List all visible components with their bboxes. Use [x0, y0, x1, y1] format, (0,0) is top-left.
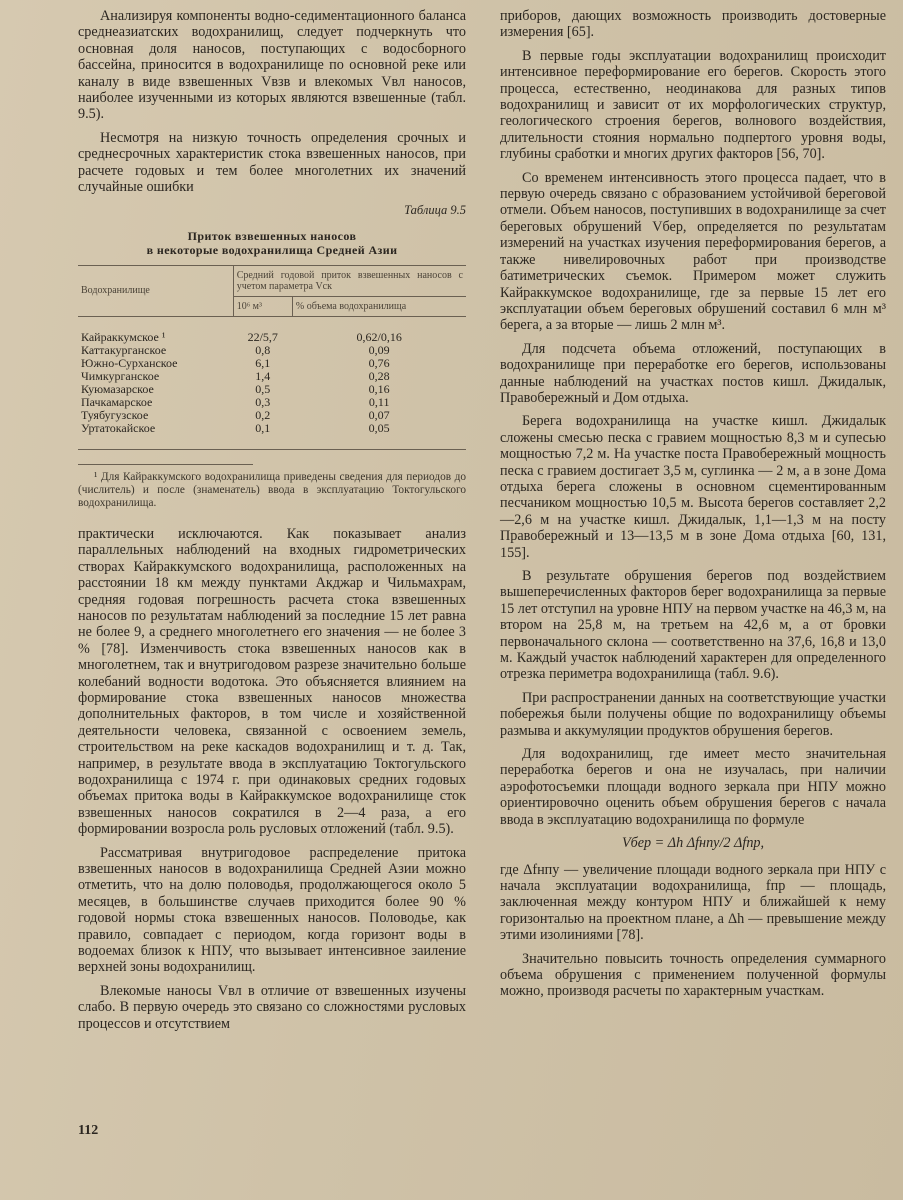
volume-value: 0,5 [255, 381, 271, 396]
paragraph: Для водохранилищ, где имеет место значительная переработка берегов и она не изучалась, при наличии аэрофотосъемки площади водного зеркала при НПУ можно ориентировочно оценить объем обрушения берегов с начала ввода в эксплуатацию водохранилища по формуле [500, 746, 886, 828]
table-title-line1: Приток взвешенных наносов [187, 228, 357, 243]
percent-value: 0,28 [368, 368, 390, 383]
formula: Vбер = Δh Δfнпу/2 Δfпр, [621, 835, 765, 852]
right-column [500, 8, 886, 1007]
paragraph: Значительно повысить точность определения суммарного объема обрушения с применением полученной формулы можно, производя расчеты по характерным участкам. [500, 950, 886, 1000]
volume-value: 0,3 [255, 394, 271, 409]
percent-value: 0,09 [368, 342, 390, 357]
reservoir-name: Кайраккумское ¹ [81, 329, 166, 344]
table-title-line2: в некоторые водохранилища Средней Азии [146, 242, 398, 257]
left-column [78, 8, 466, 1039]
formula-explanation: где Δfнпу — увеличение площади водного зеркала при НПУ с начала эксплуатации водохранилища, fпр — площадь, заключенная между контуром НПУ и ближайшей к нему горизонталью на проектном плане, а Δh — превышение между этими изолиниями [78]. [500, 861, 886, 944]
col-percent-header: % объема водохранилища [292, 296, 466, 316]
paragraph: Со временем интенсивность этого процесса падает, что в первую очередь связано с образованием устойчивой береговой отмели. Объем наносов, поступивших в водохранилище за счет береговых обрушений Vбер, определяется по результатам измерений на участках изучения переформирования берегов, а также нивелировочных работ при производстве батиметрических съемок. Примером может служить Кайраккумское водохранилище, где за первые 15 лет его эксплуатации объем береговых обрушений составил 6 млн м³ берега, а за вторые — лишь 2 млн м³. [500, 169, 886, 334]
volume-value: 22/5,7 [247, 329, 278, 344]
paragraph: В первые годы эксплуатации водохранилищ происходит интенсивное переформирование его берегов. Скорость этого процесса, естественно, неодинакова для разных типов водохранилищ и зависит от их морфологических структур, геологического строения берегов, волнового воздействия, длительности стояния нормально подпертого уровня воды, глубины сработки и многих других факторов [56, 70]. [500, 47, 886, 163]
percent-value: 0,62/0,16 [356, 329, 402, 344]
reservoir-name: Пачкамарское [81, 394, 153, 409]
paragraph: Влекомые наносы Vвл в отличие от взвешенных изучены слабо. В первую очередь это связано со сложностями русловых процессов и отсутствием [78, 982, 466, 1032]
paragraph: практически исключаются. Как показывает анализ параллельных наблюдений на входных гидрометрических створах Кайраккумского водохранилища, расположенных на расстоянии 18 км между пунктами Акджар и Чильмахрам, средняя годовая погрешность расчета стока взвешенных наносов по результатам наблюдений за последние 15 лет равна не более 9, а среднего многолетнего его значения — не более 3 % [78]. Изменчивость стока взвешенных наносов как в многолетнем, так и внутригодовом разрезе значительно больше колебаний водности водотока. Это объясняется влиянием на формирование стока взвешенных наносов множества дополнительных факторов, в том числе и хозяйственной деятельности человека, связанной с освоением земель, строительством на реке каскадов водохранилищ и т. д. Так, например, в результате ввода в эксплуатацию Токтогульского водохранилища с 1974 г. при одинаковых средних годовых объемах притока воды в Кайраккумское водохранилище сток взвешенных наносов сократился в 2—4 раза, а его формировании возросла роль русловых отложений (табл. 9.5). [78, 525, 466, 838]
percent-value: 0,07 [368, 407, 390, 422]
table-row [78, 422, 466, 450]
table-footnote: ¹ Для Кайраккумского водохранилища приведены сведения для периодов до (числитель) и после (знаменатель) ввода в эксплуатацию Токтогульского водохранилища. [78, 470, 466, 509]
table-row [78, 383, 466, 396]
percent-value: 0,76 [368, 355, 390, 370]
col-reservoir-header: Водохранилище [78, 265, 233, 316]
reservoir-name: Куюмазарское [81, 381, 154, 396]
paragraph: Анализируя компоненты водно-седиментационного баланса среднеазиатских водохранилищ, следует подчеркнуть что основная доля наносов, поступающих с водосборного бассейна, приносится в водохранилище по основной реке или каналу в виде взвешенных Vвзв и влекомых Vвл наносов, наиболее изученными из которых являются взвешенные (табл. 9.5). [78, 8, 466, 123]
reservoir-name: Туябугузское [81, 407, 149, 422]
percent-value: 0,05 [292, 422, 466, 450]
col-group-header: Средний годовой приток взвешенных наносов с учетом параметра Vск [233, 265, 466, 296]
reservoir-name: Уртатокайское [78, 422, 233, 450]
percent-value: 0,16 [368, 381, 390, 396]
sediment-inflow-table [78, 265, 466, 450]
page-number: 112 [78, 1123, 99, 1138]
volume-value: 0,1 [233, 422, 292, 450]
paragraph: Рассматривая внутригодовое распределение притока взвешенных наносов в водохранилища Средней Азии можно отметить, что на долю половодья, продолжающегося около 5 месяцев, в большинстве случаев приходится более 90 % годовой нормы стока взвешенных наносов. Половодье, как правило, совпадает с периодом, когда горизонт воды в водоемах близок к НПУ, что вызывает интенсивное заиление верхней зоны водохранилищ. [78, 844, 466, 976]
reservoir-name: Чимкурганское [81, 368, 160, 383]
percent-value: 0,11 [368, 394, 390, 409]
table-title [78, 229, 466, 257]
paragraph: Несмотря на низкую точность определения срочных и среднесрочных характеристик стока взвешенных наносов, при расчете годовых и тем более многолетних их значений случайные ошибки [78, 129, 466, 196]
table-row [78, 344, 466, 357]
volume-value: 0,8 [255, 342, 271, 357]
paragraph: В результате обрушения берегов под воздействием вышеперечисленных факторов берег водохранилища за первые 15 лет отступил на уровне НПУ на первом участке на 46,3 м, на втором на 25,8 м, на третьем на 42,6 м, а от бровки первоначального склона — соответственно на 37,6, 16,8 и 13,0 м. Каждый участок наблюдений характерен для определенного отрезка периметра водохранилища (табл. 9.6). [500, 568, 886, 683]
volume-value: 0,2 [255, 407, 271, 422]
paragraph: Берега водохранилища на участке кишл. Джидалык сложены смесью песка с гравием мощностью 8,3 м и супесью мощностью 7,2 м. На участке поста Правобережный мощность песка с гравием достигает 3,5 м, суглинка — 2 м, а в зоне Дома отдыха берега сложены в основном сцементированным песчаником мощностью 10,5 м. Высота берегов составляет 2,2—2,6 м на участке кишл. Джидалык, 1,1—1,3 м на посту Правобережный и 13—13,5 м в зоне Дома отдыха [60, 131, 155]. [500, 413, 886, 561]
reservoir-name: Каттакурганское [81, 342, 167, 357]
col-volume-header: 10⁶ м³ [233, 296, 292, 316]
table-row [78, 316, 466, 344]
paragraph: приборов, дающих возможность производить достоверные измерения [65]. [500, 8, 886, 41]
table-row [78, 370, 466, 383]
paragraph: При распространении данных на соответствующие участки побережья были получены общие по водохранилищу объемы размыва и аккумуляции продуктов обрушения берегов. [500, 689, 886, 739]
reservoir-name: Южно-Сурханское [81, 355, 178, 370]
table-row [78, 396, 466, 409]
volume-value: 1,4 [255, 368, 271, 383]
paragraph: Для подсчета объема отложений, поступающих в водохранилище при переработке его берегов, использованы данные наблюдений на участках постов кишл. Джидалык, Правобережный и Дом отдыха. [500, 340, 886, 406]
table-label: Таблица 9.5 [404, 203, 466, 218]
volume-value: 6,1 [255, 355, 271, 370]
table-row [78, 409, 466, 422]
footnote-divider [78, 464, 253, 465]
table-row [78, 357, 466, 370]
